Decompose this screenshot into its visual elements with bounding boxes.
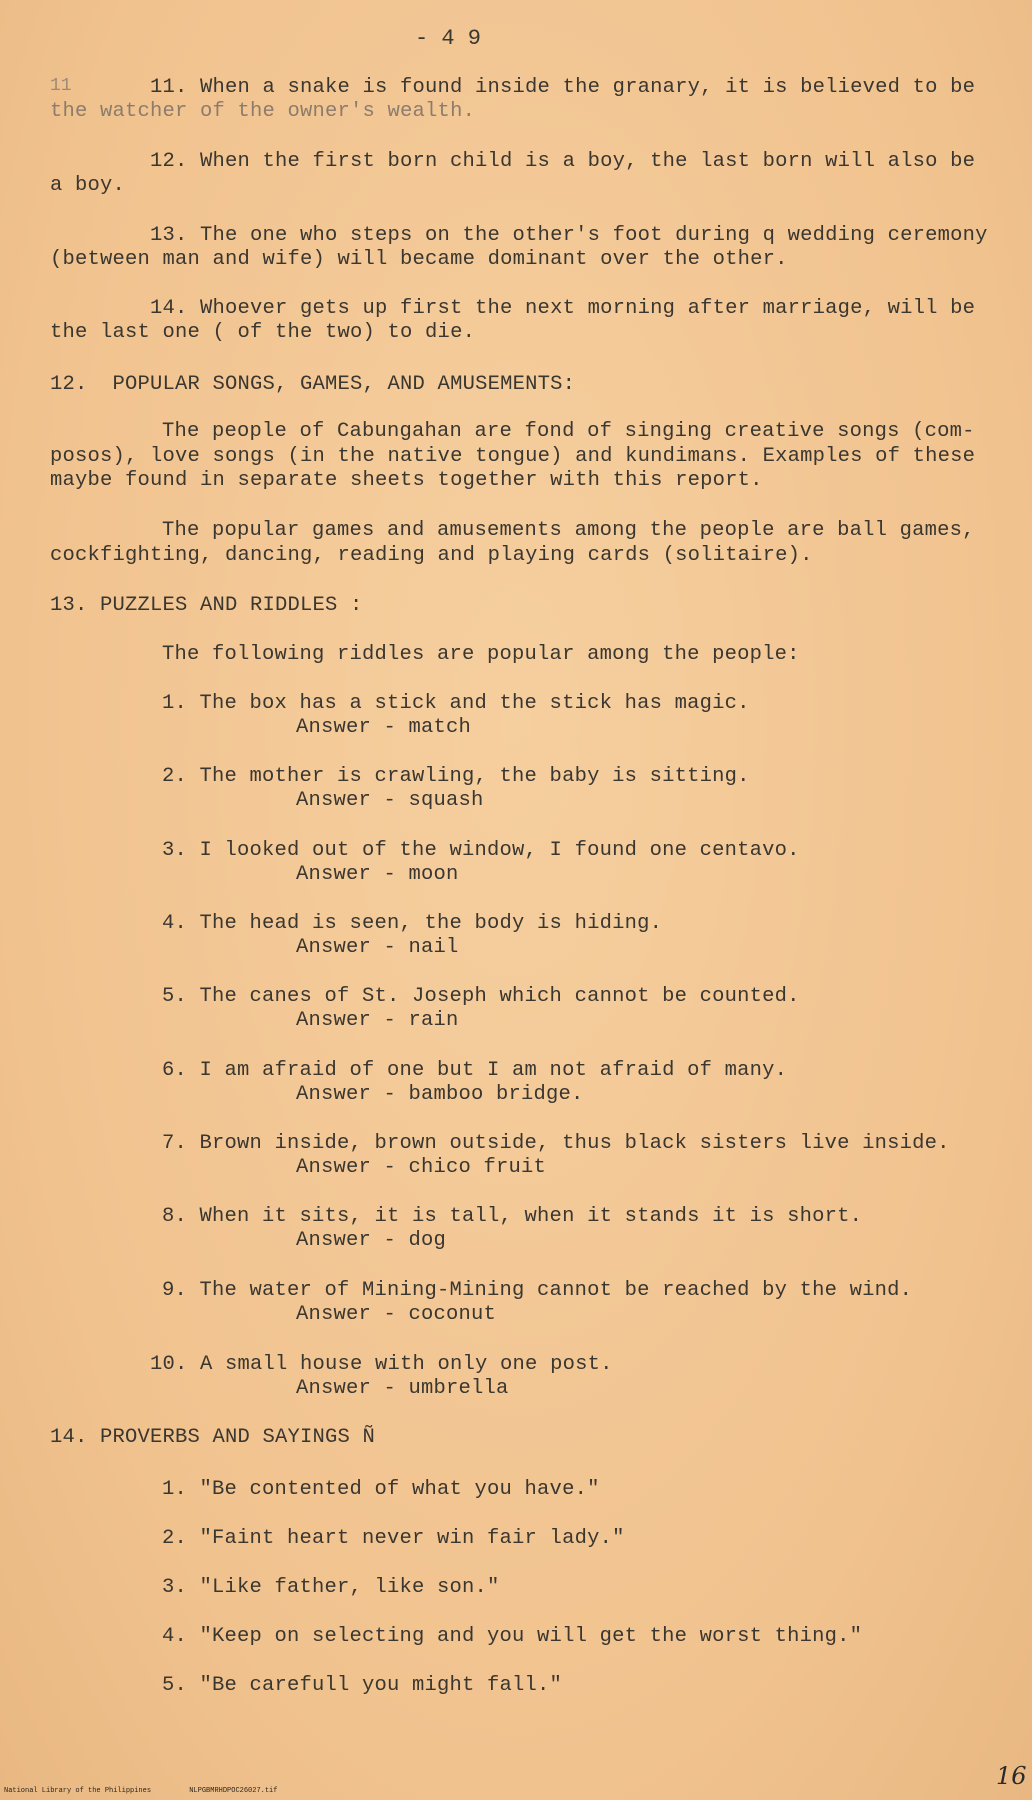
riddle-answer: Answer - bamboo bridge. <box>296 1083 584 1106</box>
section-12-para2-line1: The popular games and amusements among the people are ball games, <box>162 519 975 542</box>
riddle-answer: Answer - nail <box>296 936 459 959</box>
scan-footer <box>4 1787 311 1796</box>
riddle-answer: Answer - rain <box>296 1009 459 1032</box>
riddle-question: 1. The box has a stick and the stick has magic. <box>162 692 750 715</box>
section-14-heading: 14. PROVERBS AND SAYINGS Ñ <box>50 1426 376 1449</box>
handwritten-page-mark: 16 <box>996 1762 1027 1790</box>
riddle-question: 5. The canes of St. Joseph which cannot be counted. <box>162 985 800 1008</box>
riddle-answer: Answer - chico fruit <box>296 1156 547 1179</box>
belief-11-line2: the watcher of the owner's wealth. <box>50 100 476 123</box>
proverb: 2. "Faint heart never win fair lady." <box>162 1527 625 1550</box>
belief-14-line1: 14. Whoever gets up first the next morning after marriage, will be <box>150 297 976 320</box>
riddle-question: 9. The water of Mining-Mining cannot be reached by the wind. <box>162 1279 913 1302</box>
belief-13-line1: 13. The one who steps on the other's foot during q wedding ceremony <box>150 224 988 247</box>
section-12-para2-line2: cockfighting, dancing, reading and playing cards (solitaire). <box>50 544 813 567</box>
riddle-answer: Answer - umbrella <box>296 1377 509 1400</box>
section-12-para1-line2: posos), love songs (in the native tongue) and kundimans. Examples of these <box>50 445 976 468</box>
section-12-para1-line3: maybe found in separate sheets together with this report. <box>50 469 763 492</box>
riddle-answer: Answer - dog <box>296 1229 447 1252</box>
proverb: 3. "Like father, like son." <box>162 1576 500 1599</box>
file-name: NLPGBMRHDPOC26027.tif <box>189 1787 278 1795</box>
riddle-answer: Answer - moon <box>296 863 459 886</box>
proverb: 5. "Be carefull you might fall." <box>162 1674 563 1697</box>
section-13-heading: 13. PUZZLES AND RIDDLES : <box>50 594 363 617</box>
section-12-para1-line1: The people of Cabungahan are fond of singing creative songs (com- <box>162 420 975 443</box>
belief-13-line2: (between man and wife) will became dominant over the other. <box>50 248 788 271</box>
belief-12-line1: 12. When the first born child is a boy, the last born will also be <box>150 150 976 173</box>
riddle-question: 8. When it sits, it is tall, when it stands it is short. <box>162 1205 863 1228</box>
riddles-intro: The following riddles are popular among the people: <box>162 643 800 666</box>
riddle-question: 3. I looked out of the window, I found one centavo. <box>162 839 800 862</box>
margin-note: 11 <box>50 76 72 96</box>
belief-12-line2: a boy. <box>50 174 126 197</box>
proverb: 4. "Keep on selecting and you will get the worst thing." <box>162 1625 863 1648</box>
riddle-answer: Answer - match <box>296 716 472 739</box>
riddle-question: 2. The mother is crawling, the baby is sitting. <box>162 765 750 788</box>
riddle-answer: Answer - coconut <box>296 1303 497 1326</box>
riddle-answer: Answer - squash <box>296 789 484 812</box>
riddle-question: 6. I am afraid of one but I am not afraid of many. <box>162 1059 788 1082</box>
belief-11-line1: 11. When a snake is found inside the granary, it is believed to be <box>150 76 976 99</box>
page-number: - 4 9 <box>415 26 482 51</box>
section-12-heading: 12. POPULAR SONGS, GAMES, AND AMUSEMENTS: <box>50 373 576 396</box>
riddle-question: 4. The head is seen, the body is hiding. <box>162 912 663 935</box>
library-credit: National Library of the Philippines <box>4 1787 152 1795</box>
riddle-question: 7. Brown inside, brown outside, thus black sisters live inside. <box>162 1132 950 1155</box>
riddle-question: 10. A small house with only one post. <box>150 1353 613 1376</box>
proverb: 1. "Be contented of what you have." <box>162 1478 600 1501</box>
belief-14-line2: the last one ( of the two) to die. <box>50 321 476 344</box>
